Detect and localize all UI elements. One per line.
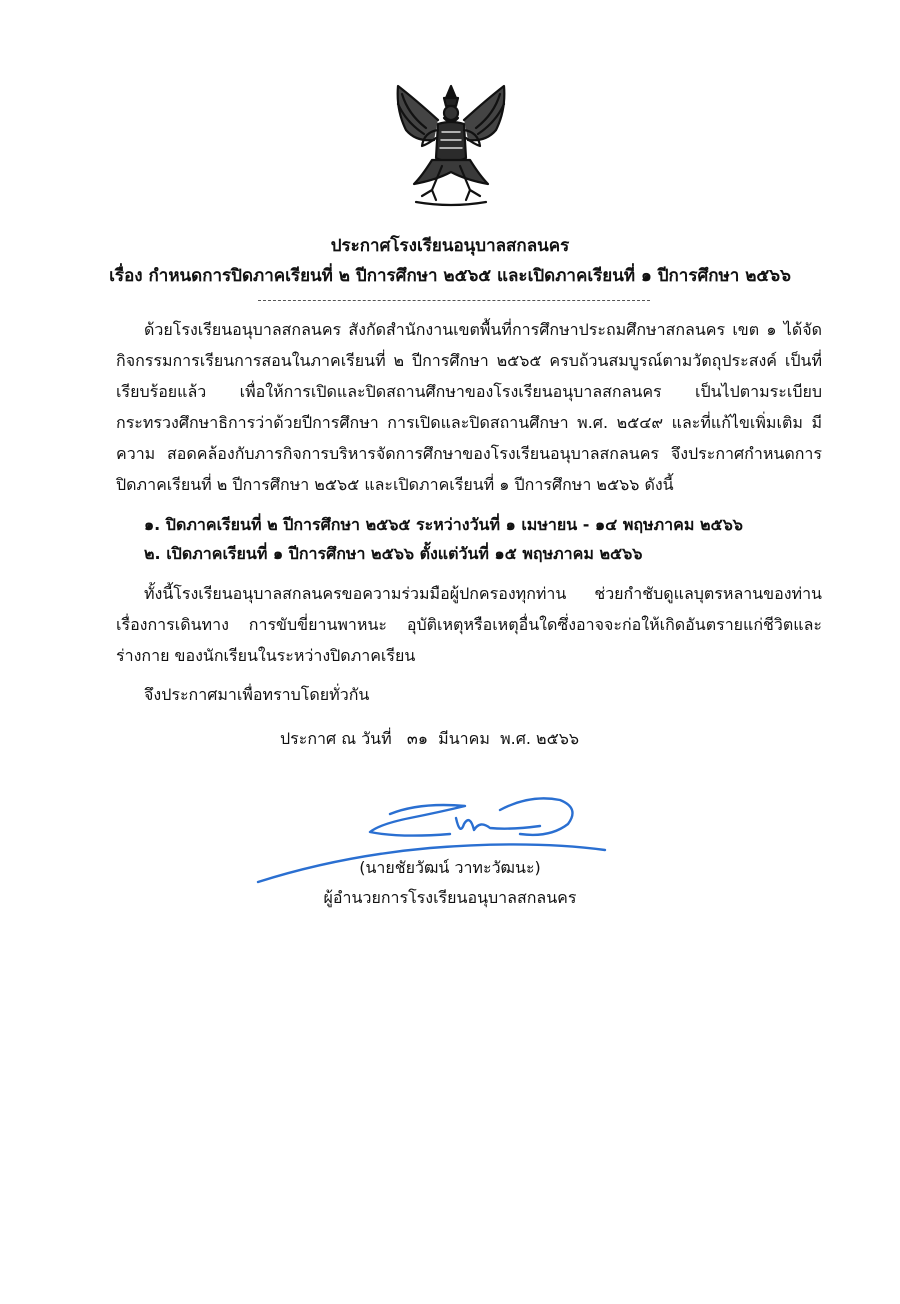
schedule-list — [144, 510, 824, 568]
closing-line: จึงประกาศมาเพื่อทราบโดยทั่วกัน — [144, 685, 370, 704]
title-divider — [258, 300, 650, 301]
main-paragraph: ด้วยโรงเรียนอนุบาลสกลนคร สังกัดสำนักงานเขตพื้นที่การศึกษาประถมศึกษาสกลนคร เขต ๑ ได้จัดกิจกรรมการเรียนการสอนในภาคเรียนที่ ๒ ปีการศึกษา ๒๕๖๕ ครบถ้วนสมบูรณ์ตามวัตถุประสงค์ เป็นที่เรียบร้อยแล้ว เพื่อให้การเปิดและปิดสถานศึกษาของโรงเรียนอนุบาลสกลนคร เป็นไปตามระเบียบ กระทรวงศึกษาธิการว่าด้วยปีการศึกษา การเปิดและปิดสถานศึกษา พ.ศ. ๒๕๔๙ และที่แก้ไขเพิ่มเติม มีความ สอดคล้องกับภารกิจการบริหารจัดการศึกษาของโรงเรียนอนุบาลสกลนคร จึงประกาศกำหนดการปิดภาคเรียนที่ ๒ ปีการศึกษา ๒๕๖๕ และเปิดภาคเรียนที่ ๑ ปีการศึกษา ๒๕๖๖ ดังนี้ — [116, 320, 822, 494]
announcement-title: ประกาศโรงเรียนอนุบาลสกลนคร — [330, 236, 570, 256]
signer-title: ผู้อำนวยการโรงเรียนอนุบาลสกลนคร — [323, 888, 577, 907]
signer-name: (นายชัยวัฒน์ วาทะวัฒนะ) — [359, 858, 541, 877]
notice-paragraph: ทั้งนี้โรงเรียนอนุบาลสกลนครขอความร่วมมือผู้ปกครองทุกท่าน ช่วยกำชับดูแลบุตรหลานของท่าน เรื่องการเดินทาง การขับขี่ยานพาหนะ อุบัติเหตุหรือเหตุอื่นใดซึ่งอาจจะก่อให้เกิดอันตรายแก่ชีวิตและร่างกาย ของนักเรียนในระหว่างปิดภาคเรียน — [116, 584, 822, 665]
list-item: ๒. เปิดภาคเรียนที่ ๑ ปีการศึกษา ๒๕๖๖ ตั้งแต่วันที่ ๑๕ พฤษภาคม ๒๕๖๖ — [144, 544, 643, 563]
garuda-emblem-icon — [386, 80, 516, 210]
announcement-subject: เรื่อง กำหนดการปิดภาคเรียนที่ ๒ ปีการศึกษา ๒๕๖๕ และเปิดภาคเรียนที่ ๑ ปีการศึกษา ๒๕๖๖ — [109, 266, 791, 286]
list-item: ๑. ปิดภาคเรียนที่ ๒ ปีการศึกษา ๒๕๖๕ ระหว่างวันที่ ๑ เมษายน - ๑๔ พฤษภาคม ๒๕๖๖ — [144, 515, 743, 534]
announcement-date: ประกาศ ณ วันที่ ๓๑ มีนาคม พ.ศ. ๒๕๖๖ — [280, 729, 579, 748]
